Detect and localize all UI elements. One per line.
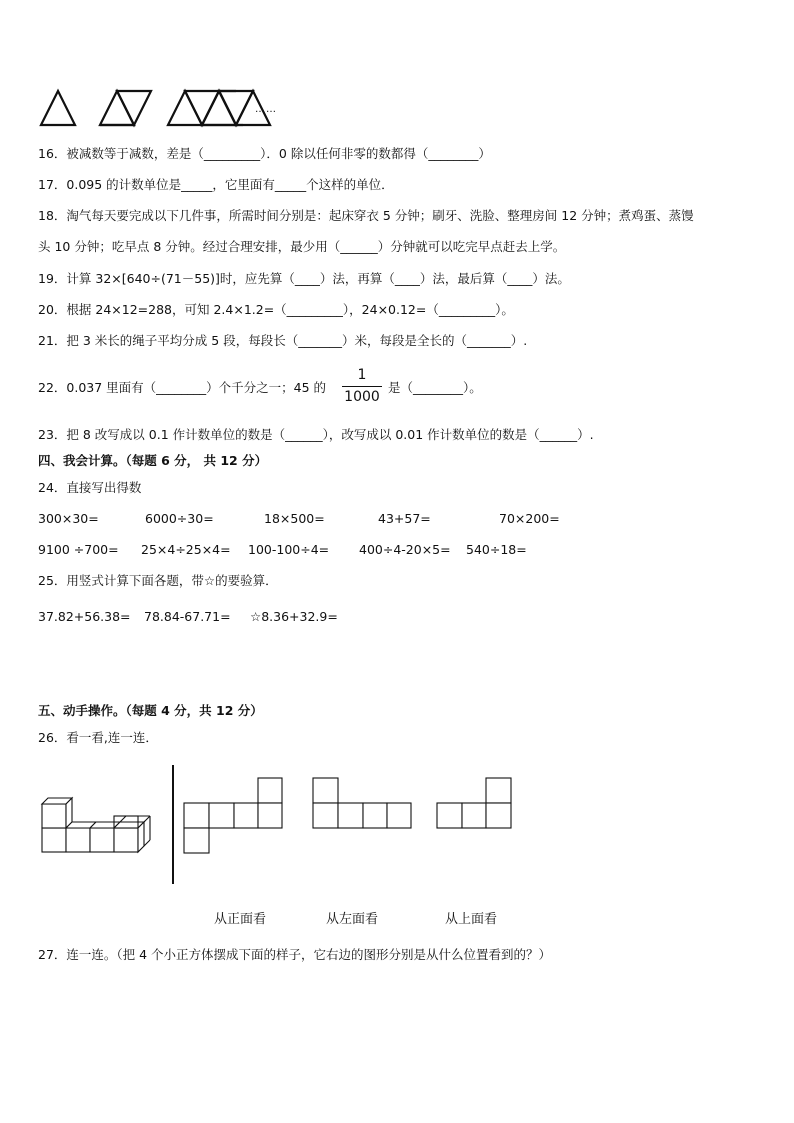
triangle-ellipsis: ……: [255, 104, 277, 115]
question-22-after: 是（________）。: [388, 380, 482, 395]
question-25-title: 25．用竖式计算下面各题，带☆的要验算．: [38, 573, 278, 588]
calc-6000div30: 6000÷30=: [145, 511, 214, 526]
caption-top-view: 从上面看: [445, 912, 498, 927]
question-19: 19．计算 32×[640÷(71－55)]时，应先算（____）法，再算（____）法，最后算（____）法。: [38, 271, 570, 286]
divider-line: [172, 765, 174, 884]
question-23: 23．把 8 改写成以 0.1 作计数单位的数是（______），改写成以 0.01 作计数单位的数是（______）.: [38, 427, 594, 442]
question-20: 20．根据 24×12=288，可知 2.4×1.2=（_________），24×0.12=（_________）。: [38, 302, 514, 317]
question-17: 17．0.095 的计数单位是_____，它里面有_____个这样的单位．: [38, 177, 394, 192]
question-18-line-1: 18．淘气每天要完成以下几件事，所需时间分别是：起床穿衣 5 分钟；刷牙、洗脸、整理房间 12 分钟；煮鸡蛋、蒸馒: [38, 208, 694, 223]
question-22-before: 22．0.037 里面有（________）个千分之一；45 的: [38, 380, 327, 395]
calc-70x200: 70×200=: [499, 511, 560, 526]
caption-front-view: 从正面看: [214, 912, 267, 927]
fraction-denominator: 1000: [344, 389, 380, 405]
section-4-title: 四、我会计算。（每题 6 分， 共 12 分）: [38, 453, 268, 468]
question-22-fraction: [342, 367, 382, 405]
question-24-title: 24．直接写出得数: [38, 480, 142, 495]
triangle-1: [41, 91, 75, 125]
calc-300x30: 300×30=: [38, 511, 99, 526]
calc-18x500: 18×500=: [264, 511, 325, 526]
view-grid-1: [183, 777, 285, 855]
question-16: 16．被减数等于减数，差是（_________）．0 除以任何非零的数都得（________）: [38, 146, 491, 161]
question-18-line-2: 头 10 分钟；吃早点 8 分钟。经过合理安排，最少用（______）分钟就可以吃完早点赶去上学。: [38, 239, 566, 254]
fraction-bar: [342, 386, 382, 387]
vertical-calc-2: 78.84-67.71=: [144, 609, 231, 624]
calc-9100div700: 9100 ÷700=: [38, 542, 119, 557]
fraction-numerator: 1: [357, 367, 367, 383]
triangle-pattern: [38, 87, 278, 127]
vertical-calc-3: ☆8.36+32.9=: [250, 609, 338, 624]
calc-100minus100div4: 100-100÷4=: [248, 542, 330, 557]
section-5-title: 五、动手操作。（每题 4 分，共 12 分）: [38, 703, 263, 718]
question-21: 21．把 3 米长的绳子平均分成 5 段，每段长（_______）米，每段是全长的（_______）.: [38, 333, 528, 348]
calc-43plus57: 43+57=: [378, 511, 431, 526]
calc-400div4minus20x5: 400÷4-20×5=: [359, 542, 451, 557]
vertical-calc-1: 37.82+56.38=: [38, 609, 131, 624]
calc-25x4div25x4: 25×4÷25×4=: [141, 542, 231, 557]
question-26-title: 26．看一看,连一连．: [38, 730, 158, 745]
question-22: [38, 380, 326, 396]
question-27: 27．连一连。（把 4 个小正方体摆成下面的样子，它右边的图形分别是从什么位置看到的？）: [38, 947, 552, 962]
view-grid-2: [312, 777, 414, 829]
view-grid-3: [436, 777, 514, 829]
caption-left-view: 从左面看: [326, 912, 379, 927]
triangle-group-2: [100, 91, 151, 125]
calc-540div18: 540÷18=: [466, 542, 527, 557]
cube-arrangement: [40, 801, 155, 853]
